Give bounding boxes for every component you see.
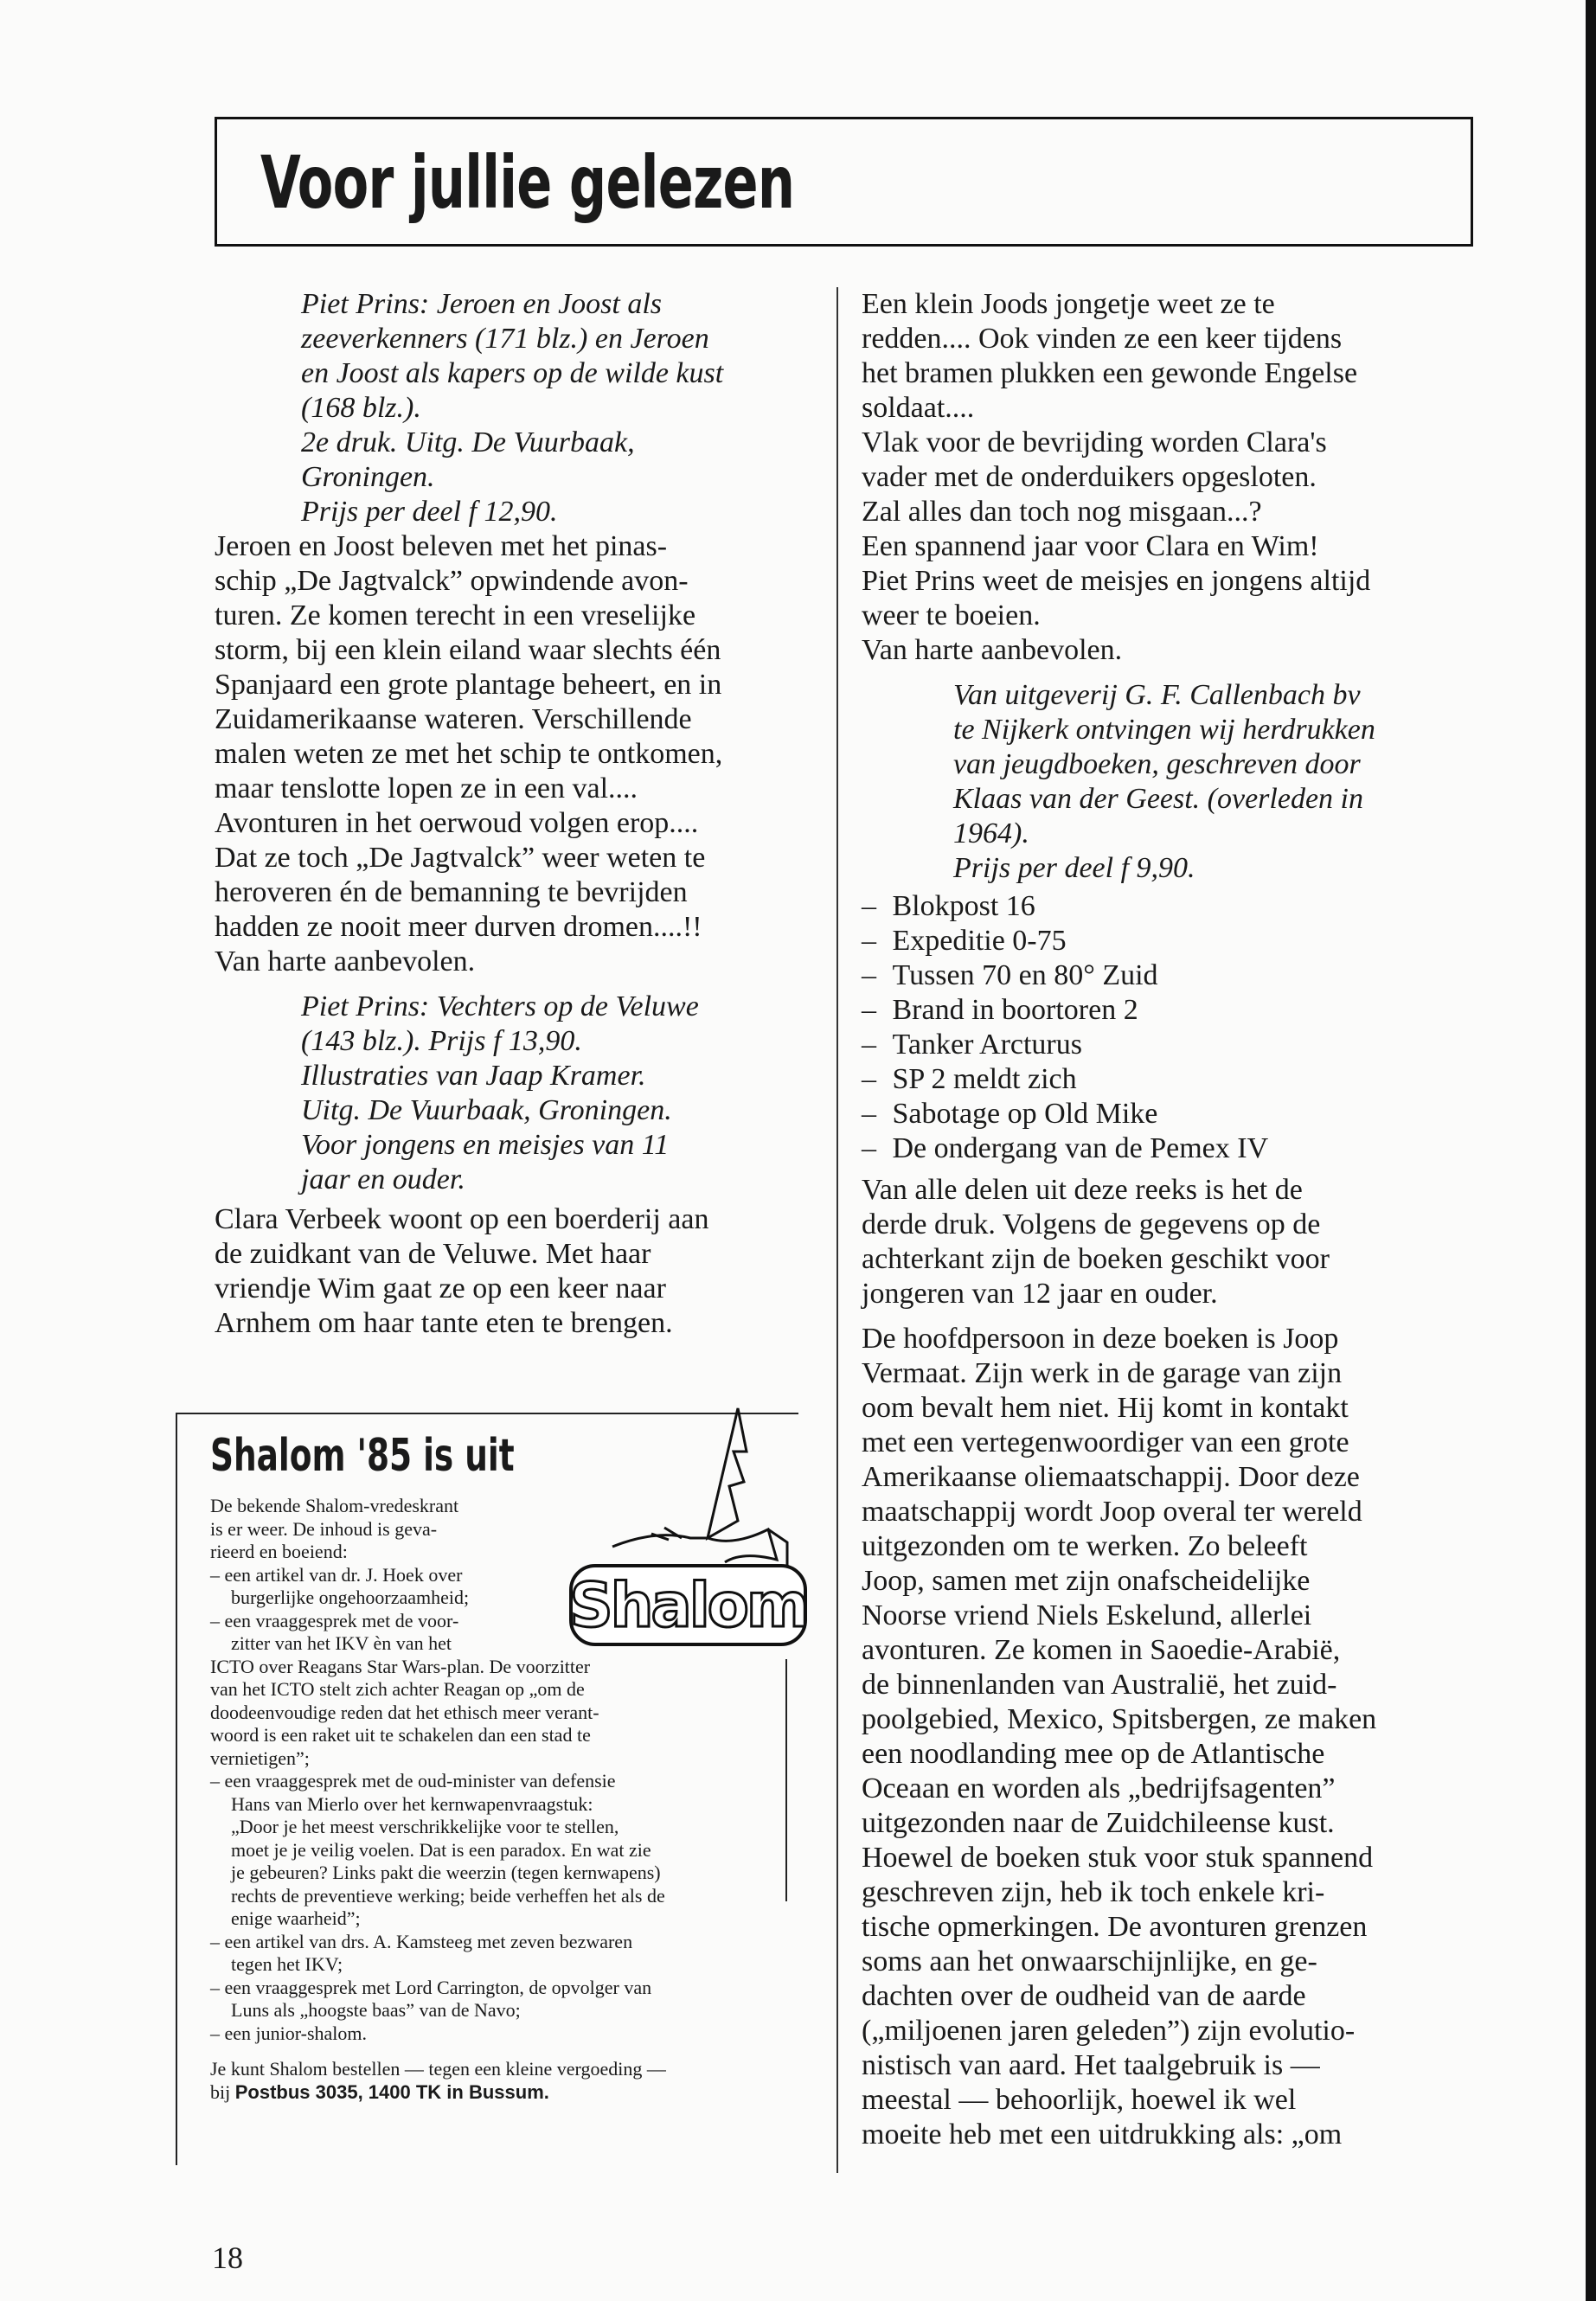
- section-header-box: [215, 117, 1473, 247]
- shalom-logo-word: Shalom: [569, 1564, 807, 1646]
- shalom-left-rule: [176, 1413, 177, 2165]
- list-item: – Blokpost 16: [862, 889, 1471, 924]
- list-item: – Brand in boortoren 2: [862, 993, 1471, 1028]
- section-title: Voor jullie gelezen: [260, 140, 795, 225]
- list-item: – De ondergang van de Pemex IV: [862, 1131, 1471, 1166]
- list-item: – een vraaggesprek met de voor- zitter van het IKV èn van het: [210, 1610, 551, 1656]
- shalom-advert: [176, 1400, 811, 2164]
- list-item: – een artikel van dr. J. Hoek over burgerlijke ongehoorzaamheid;: [210, 1564, 551, 1610]
- shalom-order-address: Postbus 3035, 1400 TK in Bussum.: [234, 2081, 549, 2103]
- review-3-edition-note: Van alle delen uit deze reeks is het de derde druk. Volgens de gegevens op de achterkant zijn de boeken geschikt voor jongeren van 12 jaar en ouder.: [862, 1174, 1330, 1310]
- shalom-intro: De bekende Shalom-vredeskrant is er weer. De inhoud is geva- rieerd en boeiend:: [210, 1495, 459, 1562]
- list-item: – Sabotage op Old Mike: [862, 1097, 1471, 1131]
- list-item: – een junior-shalom.: [210, 2022, 781, 2046]
- page-number: 18: [212, 2240, 243, 2275]
- left-column: [215, 287, 820, 1341]
- shalom-item-continuation: ICTO over Reagans Star Wars-plan. De voorzitter van het ICTO stelt zich achter Reagan op „om de doodeenvoudige reden dat het ethisch meer verant- woord is een raket uit te schakelen dan een stad te vernietigen”;: [210, 1655, 599, 1769]
- review-2-meta: Piet Prins: Vechters op de Veluwe (143 blz.). Prijs f 13,90. Illustraties van Jaap Kramer. Uitg. De Vuurbaak, Groningen. Voor jongens en meisjes van 11 jaar en ouder.: [301, 990, 699, 1195]
- shalom-title: Shalom '85 is uit: [210, 1430, 515, 1482]
- shalom-contents-list: [210, 1564, 781, 1656]
- review-2-body: Clara Verbeek woont op een boerderij aan de zuidkant van de Veluwe. Met haar vriendje Wim gaat ze op een keer naar Arnhem om haar tante eten te brengen.: [215, 1203, 709, 1339]
- list-item: – een vraaggesprek met Lord Carrington, de opvolger van Luns als „hoogste baas” van de Navo;: [210, 1977, 781, 2022]
- list-item: – Expeditie 0-75: [862, 924, 1471, 958]
- shalom-order-text: Je kunt Shalom bestellen — tegen een kleine vergoeding — bij: [210, 2058, 666, 2103]
- list-item: – Tanker Arcturus: [862, 1028, 1471, 1062]
- right-column: [862, 287, 1471, 2152]
- list-item: – SP 2 meldt zich: [862, 1062, 1471, 1097]
- review-3-body: De hoofdpersoon in deze boeken is Joop Vermaat. Zijn werk in de garage van zijn oom bevalt hem niet. Hij komt in kontakt met een vertegenwoordiger van een grote Amerikaanse oliemaatschappij. Door deze maatschappij wordt Joop overal ter wereld uitgezonden om te werken. Zo beleeft Joop, samen met zijn onafscheidelijke Noorse vriend Niels Eskelund, allerlei avonturen. Ze komen in Saoedie-Arabië, de binnenlanden van Australië, het zuid- poolgebied, Mexico, Spitsbergen, ze maken een noodlanding mee op de Atlantische Oceaan en worden als „bedrijfsagenten” uitgezonden naar de Zuidchileense kust. Hoewel de boeken stuk voor stuk spannend geschreven zijn, heb ik toch enkele kri- tische opmerkingen. De avonturen grenzen soms aan het onwaarschijnlijke, en ge- dachten over de oudheid van de aarde („miljoenen jaren geleden”) zijn evolutio- nistisch van aard. Het taalgebruik is — meestal — behoorlijk, hoewel ik wel moeite heb met een uitdrukking als: „om: [862, 1323, 1377, 2150]
- review-1-meta: Piet Prins: Jeroen en Joost als zeeverkenners (171 blz.) en Jeroen en Joost als kapers op de wilde kust (168 blz.). 2e druk. Uitg. De Vuurbaak, Groningen. Prijs per deel f 12,90.: [301, 288, 724, 528]
- shalom-order-info: [210, 2057, 781, 2104]
- page-edge-bar: [1586, 0, 1596, 2301]
- list-item: – een vraaggesprek met de oud-minister van defensie Hans van Mierlo over het kernwapenvraagstuk: „Door je het meest verschrikkelijke voor te stellen, moet je je veilig voelen. Dat is een paradox. En wat zie je gebeuren? Links pakt die weerzin (tegen kernwapens) rechts de preventieve werking; beide verheffen het als de enige waarheid”;: [210, 1770, 781, 1931]
- book-list: [862, 889, 1471, 1166]
- shalom-contents-list-2: [210, 1770, 781, 2045]
- list-item: – een artikel van drs. A. Kamsteeg met zeven bezwaren tegen het IKV;: [210, 1931, 781, 1977]
- shalom-right-rule: [785, 1659, 787, 1901]
- review-2-continued: Een klein Joods jongetje weet ze te redden.... Ook vinden ze een keer tijdens het bramen plukken een gewonde Engelse soldaat.... Vlak voor de bevrijding worden Clara's vader met de onderduikers opgesloten. Zal alles dan toch nog misgaan...? Een spannend jaar voor Clara en Wim! Piet Prins weet de meisjes en jongens altijd weer te boeien. Van harte aanbevolen.: [862, 288, 1371, 666]
- review-1-body: Jeroen en Joost beleven met het pinas- schip „De Jagtvalck” opwindende avon- turen. Ze komen terecht in een vreselijke storm, bij een klein eiland waar slechts één Spanjaard een grote plantage beheert, en in Zuidamerikaanse wateren. Verschillende malen weten ze met het schip te ontkomen, maar tenslotte lopen ze in een val.... Avonturen in het oerwoud volgen erop.... Dat ze toch „De Jagtvalck” weer weten te heroveren én de bemanning te bevrijden hadden ze nooit meer durven dromen....!! Van harte aanbevolen.: [215, 530, 723, 977]
- column-divider: [836, 287, 838, 2173]
- review-3-meta: Van uitgeverij G. F. Callenbach bv te Nijkerk ontvingen wij herdrukken van jeugdboeken, geschreven door Klaas van der Geest. (overleden in 1964). Prijs per deel f 9,90.: [953, 679, 1375, 884]
- shalom-text: [210, 1495, 781, 2104]
- list-item: – Tussen 70 en 80° Zuid: [862, 958, 1471, 993]
